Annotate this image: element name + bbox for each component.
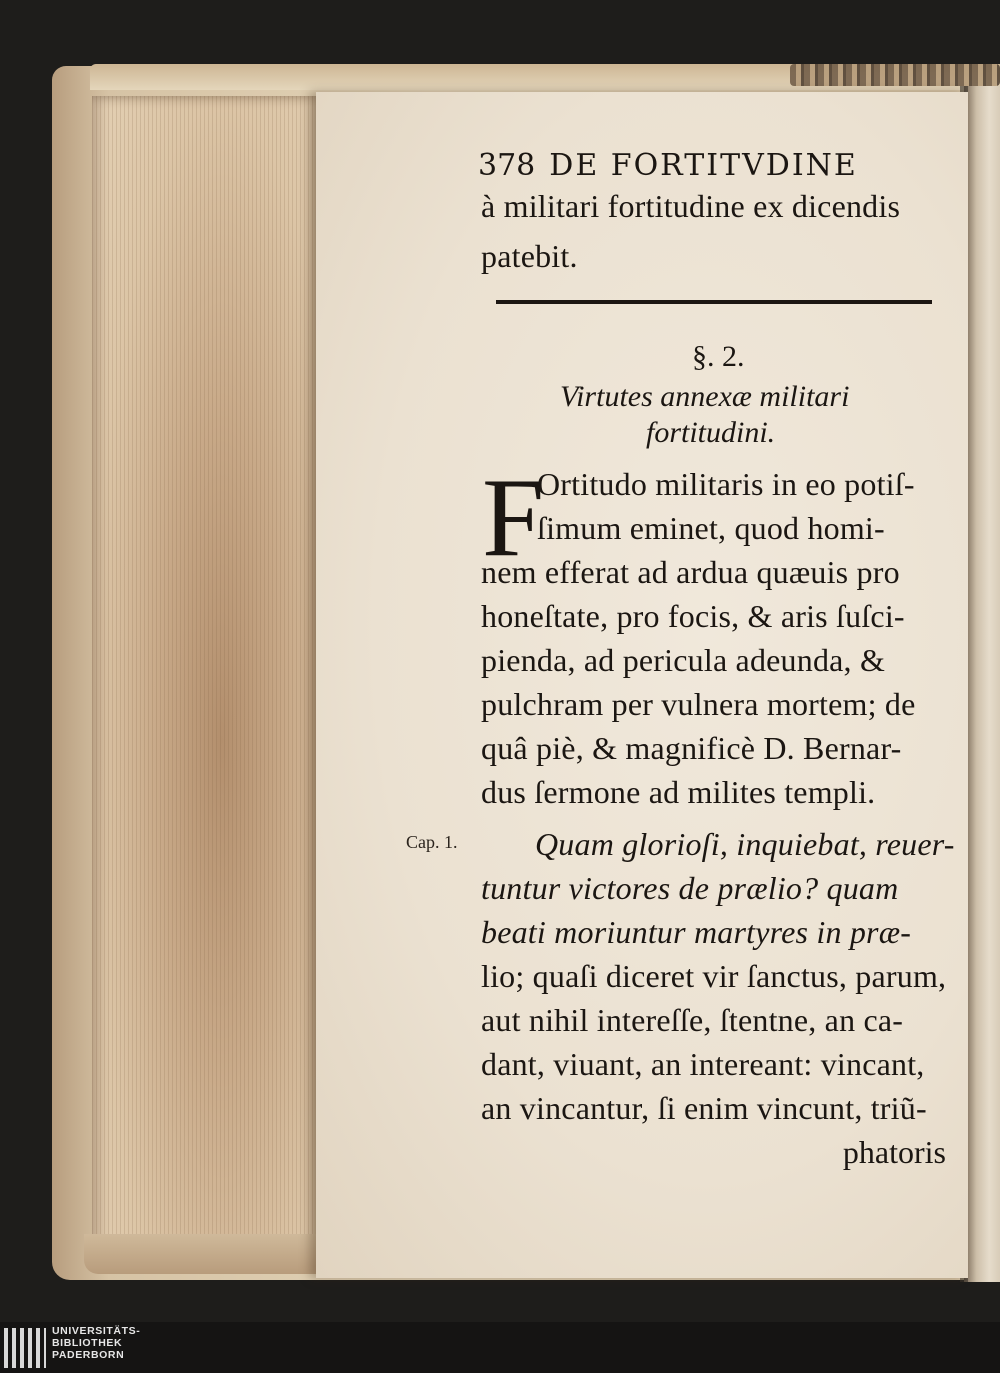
book-gutter [964,86,1000,1282]
page-number: 378 [478,148,536,183]
body-line: lio; quaſi diceret vir ſanctus, parum, [481,958,947,994]
body-line: beati moriuntur martyres in præ- [481,914,912,950]
running-head [478,148,858,183]
running-head-title: DE FORTITVDINE [549,148,858,183]
body-line: ſimum eminet, quod homi- [537,510,885,546]
text-line: à militari fortitudine ex dicendis [481,188,901,224]
margin-note: Cap. 1. [406,832,458,852]
library-bars-icon [4,1328,46,1368]
body-line: nem efferat ad ardua quæuis pro [481,554,900,590]
body-line: dus ſermone ad milites templi. [481,774,876,810]
body-line: Quam glorioſi, inquiebat, reuer- [535,826,955,862]
body-line: honeſtate, pro focis, & aris ſuſci- [481,598,905,634]
body-line: tuntur victores de prælio? quam [481,870,899,906]
catchword: phatoris [842,1134,946,1170]
cover-bottom-edge [84,1234,330,1274]
section-heading-line: fortitudini. [646,416,776,449]
footer-line-3: PADERBORN [52,1349,125,1361]
section-heading-line: Virtutes annexæ militari [560,380,850,413]
page-block-edge [92,96,328,1268]
section-mark: §. 2. [692,340,745,373]
footer-line-1: UNIVERSITÄTS- [52,1325,141,1337]
body-line: Ortitudo militaris in eo potiſ- [537,466,915,502]
horizontal-rule [496,300,932,304]
body-line: aut nihil intereſſe, ſtentne, an ca- [481,1002,904,1038]
body-line: dant, viuant, an intereant: vincant, [481,1046,925,1082]
footer-line-2: BIBLIOTHEK [52,1337,123,1349]
text-line: patebit. [481,238,578,274]
body-line: pienda, ad pericula adeunda, & [481,642,886,678]
drop-cap: F [482,456,545,580]
headband [790,64,1000,86]
body-line: an vincantur, ſi enim vincunt, triũ- [481,1090,927,1126]
body-line: pulchram per vulnera mortem; de [481,686,916,722]
body-line: quâ piè, & magnificè D. Bernar- [481,730,902,766]
footer-bar [0,1322,1000,1373]
